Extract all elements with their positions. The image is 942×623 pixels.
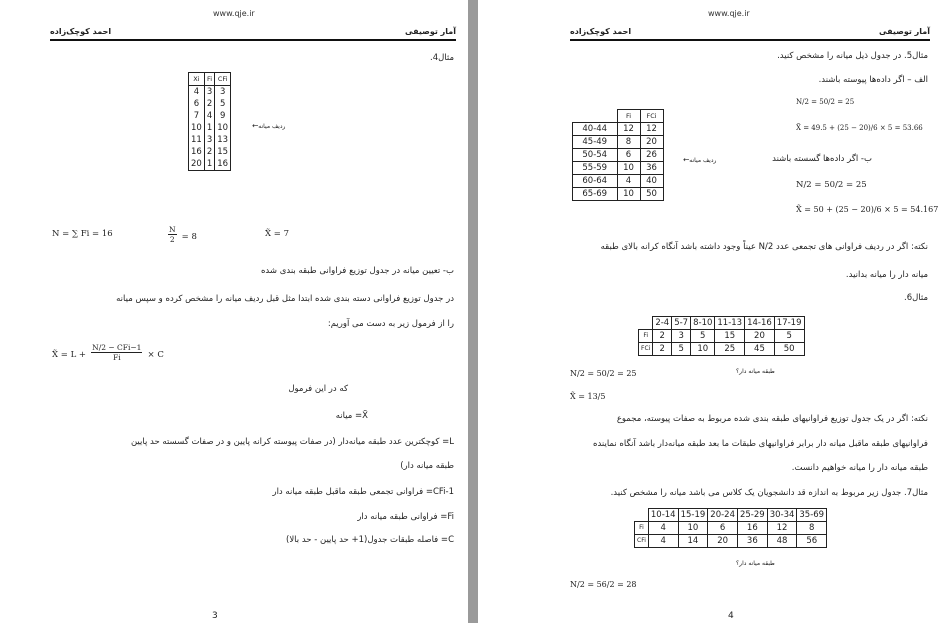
table-cell: 40-44 [573, 123, 618, 136]
table-cell: 3 [672, 330, 691, 343]
table-header-cell: 14-16 [745, 317, 775, 330]
table-example-7 [634, 508, 827, 548]
table-cell: 2 [204, 146, 214, 158]
header-author: احمد کوچک‌زاده [570, 27, 632, 36]
table-header-cell: 8-10 [691, 317, 715, 330]
table-header-cell: 5-7 [672, 317, 691, 330]
table-cell: 4 [648, 522, 678, 535]
table-cell: 16 [189, 146, 205, 158]
table-header-cell: FCi [640, 110, 663, 123]
table-cell: 6 [189, 98, 205, 110]
definition-c: C= فاصله طبقات جدول(1+ حد پایین - حد بالا) [286, 535, 454, 545]
formula-n-sum: N = ∑ Fi = 16 [52, 229, 113, 239]
table-cell: Fi [639, 330, 653, 343]
example-5-b: ب- اگر داده‌ها گسسته باشند [772, 154, 872, 164]
table-cell: 8 [617, 136, 640, 149]
site-url: www.qje.ir [213, 9, 255, 18]
table-example-6 [638, 316, 805, 356]
table-cell: 13 [215, 134, 231, 146]
table-cell: 20 [745, 330, 775, 343]
table-cell: 2 [653, 343, 672, 356]
table-cell: CFi [635, 535, 649, 548]
table-row [189, 122, 231, 134]
table-header-cell: 35-69 [797, 509, 827, 522]
table-cell: 5 [672, 343, 691, 356]
table-cell: 36 [640, 162, 663, 175]
table-row [189, 86, 231, 99]
median-row-arrow: ←ردیف میانه [683, 155, 717, 164]
header-rule [570, 39, 930, 41]
table-cell: 12 [617, 123, 640, 136]
frac-num: N [169, 225, 176, 234]
definition-median: X̃= میانه [335, 411, 368, 421]
ex5-a-formula-1: N/2 = 50/2 = 25 [796, 98, 855, 106]
ex5-b-formula-2: X̃ = 50 + (25 − 20)/6 × 5 = 54.167 [796, 205, 939, 214]
table-example-5 [572, 109, 664, 201]
formula-main-right: × C [147, 350, 164, 360]
table-cell: 48 [767, 535, 797, 548]
table-cell: 20 [708, 535, 738, 548]
page-number: 4 [728, 611, 734, 621]
example-7-title: مثال7. جدول زیر مربوط به اندازه قد دانشجویان یک کلاس می باشد میانه را مشخص کنید. [610, 488, 928, 498]
formula-main-num: N/2 − CFi−1 [92, 343, 142, 352]
table-cell: 45-49 [573, 136, 618, 149]
definition-cf: CFi-1= فراوانی تجمعی طبقه ماقبل طبقه میانه دار [272, 487, 454, 497]
table-cell: 50 [774, 343, 804, 356]
table-cell: 26 [640, 149, 663, 162]
formula-main-den: Fi [112, 353, 121, 362]
table-cell: 5 [774, 330, 804, 343]
table-header-cell [573, 110, 618, 123]
table-cell: 5 [215, 98, 231, 110]
header-rule [50, 39, 456, 41]
table-cell: 36 [737, 535, 767, 548]
formula-median: X̃ = 7 [265, 229, 289, 239]
table-cell: 56 [797, 535, 827, 548]
frac-den: 2 [169, 235, 175, 244]
note-1b: میانه دار را میانه بدانید. [845, 270, 928, 280]
table-header-cell: 15-19 [678, 509, 708, 522]
ex7-formula-1: N/2 = 56/2 = 28 [570, 580, 637, 589]
definition-l-cont: طبقه میانه دار) [400, 461, 454, 471]
table-row [573, 188, 664, 201]
table-cell: FCi [639, 343, 653, 356]
table-row [573, 162, 664, 175]
table-row [573, 149, 664, 162]
table-cell: 4 [617, 175, 640, 188]
table-cell: 10 [678, 522, 708, 535]
table-cell: 4 [648, 535, 678, 548]
table-cell: 50-54 [573, 149, 618, 162]
table-header-cell: 10-14 [648, 509, 678, 522]
table-row [573, 123, 664, 136]
header-author: احمد کوچک‌زاده [50, 27, 112, 36]
table-header-cell: 2-4 [653, 317, 672, 330]
table-row [635, 535, 827, 548]
table-cell: 12 [767, 522, 797, 535]
table-cell: 6 [617, 149, 640, 162]
table-header-cell: Xi [189, 73, 205, 86]
table-header-cell: 20-24 [708, 509, 738, 522]
table-row [573, 136, 664, 149]
table-cell: 12 [640, 123, 663, 136]
left-page [0, 0, 468, 623]
table-header-cell: Fi [204, 73, 214, 86]
table-header-cell [639, 317, 653, 330]
table-cell: 10 [617, 162, 640, 175]
table-cell: 14 [678, 535, 708, 548]
table-cell: 4 [204, 110, 214, 122]
paragraph-1: در جدول توزیع فراوانی دسته بندی شده ابتدا مثل قبل ردیف میانه را مشخص کرده و سپس میانه [116, 294, 454, 304]
table-cell: 20 [640, 136, 663, 149]
table-row [639, 343, 805, 356]
table-cell: 15 [215, 146, 231, 158]
table-row [639, 330, 805, 343]
table-cell: 2 [204, 98, 214, 110]
table-cell: 9 [215, 110, 231, 122]
note-2c: طبقه میانه دار را میانه خواهیم دانست. [791, 463, 928, 473]
header-title: آمار توصیفی [879, 27, 930, 36]
table-cell: 45 [745, 343, 775, 356]
table-row [189, 146, 231, 158]
paragraph-2: را از فرمول زیر به دست می آوریم: [327, 319, 454, 329]
section-b-title: ب- تعیین میانه در جدول توزیع فراوانی طبقه بندی شده [260, 266, 454, 276]
frequency-table [188, 72, 231, 171]
table-cell: 16 [737, 522, 767, 535]
ex5-a-formula-2: X̃ = 49.5 + (25 − 20)/6 × 5 = 53.66 [796, 124, 923, 132]
median-class-label: طبقه میانه دار؟ [736, 368, 775, 375]
table-row [189, 134, 231, 146]
table-row [573, 175, 664, 188]
definition-l: L= کوچکترین عدد طبقه میانه‌دار (در صفات پیوسته کرانه پایین و در صفات گسسته حد پایین [130, 437, 454, 447]
table-cell: 15 [715, 330, 745, 343]
table-cell: 65-69 [573, 188, 618, 201]
table-cell: 6 [708, 522, 738, 535]
table-cell: 3 [204, 134, 214, 146]
table-cell: 1 [204, 158, 214, 171]
page-number: 3 [212, 611, 218, 621]
table-cell: 11 [189, 134, 205, 146]
table-row [189, 98, 231, 110]
formula-main-left: X̃ = L + [52, 350, 87, 360]
note-2b: فراوانیهای طبقه ماقبل میانه دار برابر فراوانیهای طبقات ما بعد طبقه میانه‌دار باشد آنگاه نماینده [592, 439, 928, 449]
table-cell: 40 [640, 175, 663, 188]
median-row-label: ردیف میانه [258, 123, 286, 130]
table-cell: 3 [204, 86, 214, 99]
table-cell: 4 [189, 86, 205, 99]
median-row-arrow: ←ردیف میانه [252, 121, 286, 130]
example-4-title: مثال4. [429, 53, 454, 63]
table-cell: 16 [215, 158, 231, 171]
table-cell: 10 [691, 343, 715, 356]
note-1a: نکته: اگر در ردیف فراوانی های تجمعی عدد N/2 عیناً وجود داشته باشد آنگاه کرانه بالای طبقه [600, 242, 928, 252]
table-row [189, 158, 231, 171]
table-cell: 5 [691, 330, 715, 343]
table-cell: 8 [797, 522, 827, 535]
definition-f: Fi= فراوانی طبقه میانه دار [357, 512, 454, 522]
example-5-a: الف – اگر داده‌ها پیوسته باشند. [818, 75, 928, 85]
table-header-cell: 30-34 [767, 509, 797, 522]
formula-half [168, 224, 197, 244]
ex6-formula-2: X̃ = 13/5 [570, 392, 606, 401]
table-cell: 55-59 [573, 162, 618, 175]
table-cell: 1 [204, 122, 214, 134]
table-cell: 2 [653, 330, 672, 343]
ex5-b-formula-1: N/2 = 50/2 = 25 [796, 180, 867, 190]
table-cell: 60-64 [573, 175, 618, 188]
table-header-cell: 25-29 [737, 509, 767, 522]
table-cell: Fi [635, 522, 649, 535]
table-header-cell [635, 509, 649, 522]
table-cell: 10 [215, 122, 231, 134]
median-formula [52, 342, 164, 362]
example-6-title: مثال6. [903, 293, 928, 303]
table-header-cell: Fi [617, 110, 640, 123]
table-cell: 25 [715, 343, 745, 356]
note-2a: نکته: اگر در یک جدول توزیع فراوانیهای طبقه بندی شده مربوط به صفات پیوسته، مجموع [616, 414, 928, 424]
where-text: که در این فرمول [288, 384, 348, 394]
table-cell: 50 [640, 188, 663, 201]
table-cell: 10 [617, 188, 640, 201]
table-row [189, 110, 231, 122]
site-url: www.qje.ir [708, 9, 750, 18]
median-row-label: ردیف میانه [689, 157, 717, 164]
example-5-title: مثال5. در جدول ذیل میانه را مشخص کنید. [777, 51, 928, 61]
table-header-cell: 11-13 [715, 317, 745, 330]
right-page [478, 0, 942, 623]
table-row [635, 522, 827, 535]
table-cell: 7 [189, 110, 205, 122]
formula-half-value: = 8 [181, 232, 197, 242]
table-cell: 10 [189, 122, 205, 134]
median-class-label: طبقه میانه دار؟ [736, 560, 775, 567]
table-cell: 20 [189, 158, 205, 171]
table-header-cell: 17-19 [774, 317, 804, 330]
table-header-cell: CFi [215, 73, 231, 86]
table-cell: 3 [215, 86, 231, 99]
ex6-formula-1: N/2 = 50/2 = 25 [570, 369, 637, 378]
header-title: آمار توصیفی [405, 27, 456, 36]
